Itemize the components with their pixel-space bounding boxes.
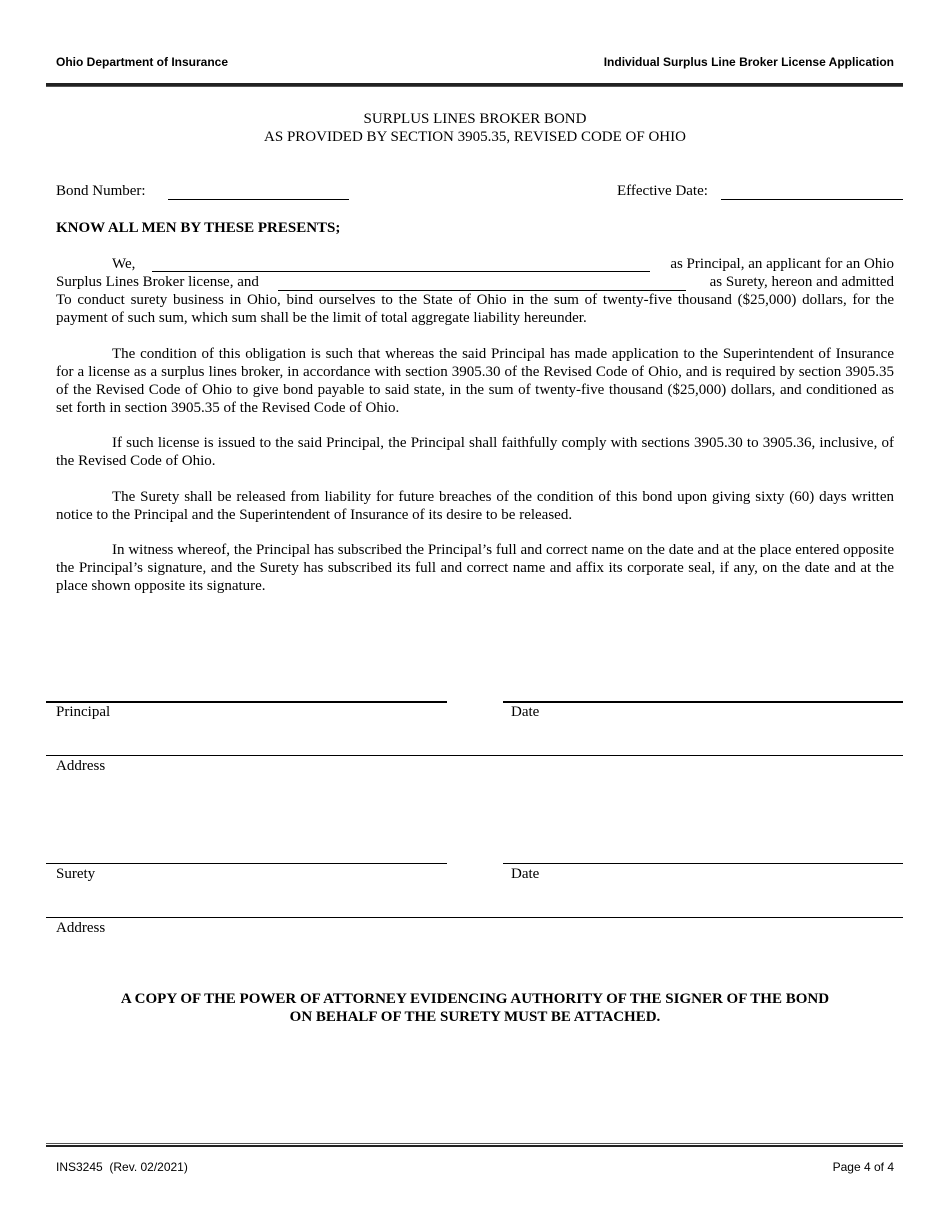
document-subtitle: AS PROVIDED BY SECTION 3905.35, REVISED CODE OF OHIO — [264, 129, 686, 145]
intro-surety-text: as Surety, hereon and admitted — [709, 274, 894, 290]
surety-address-label: Address — [56, 920, 106, 936]
document-title: SURPLUS LINES BROKER BOND — [363, 111, 587, 127]
surety-signature-line[interactable] — [46, 863, 447, 864]
intro-continuation: To conduct surety business in Ohio, bind ourselves to the State of Ohio in the sum of twenty-five thousand ($25,000) dollars, for the payment of such sum, which sum shall be the limit of total aggregate liability hereunder. — [56, 292, 894, 326]
header-agency: Ohio Department of Insurance — [56, 55, 229, 69]
principal-date-line[interactable] — [503, 701, 903, 703]
principal-label: Principal — [56, 704, 111, 720]
power-of-attorney-notice-line2: ON BEHALF OF THE SURETY MUST BE ATTACHED. — [289, 1009, 661, 1025]
paragraph-release: The Surety shall be released from liability for future breaches of the condition of this bond upon giving sixty (60) days written notice to the Principal and the Superintendent of Insurance of its desire to be released. — [56, 489, 894, 523]
principal-name-field[interactable] — [152, 254, 650, 272]
footer-page-number: Page 4 of 4 — [832, 1160, 894, 1174]
footer-divider — [46, 1143, 903, 1147]
surety-name-field[interactable] — [278, 273, 686, 291]
bond-number-label: Bond Number: — [56, 183, 146, 199]
bond-number-field[interactable] — [168, 181, 349, 200]
surety-date-line[interactable] — [503, 863, 903, 864]
principal-date-label: Date — [511, 704, 540, 720]
power-of-attorney-notice-line1: A COPY OF THE POWER OF ATTORNEY EVIDENCING AUTHORITY OF THE SIGNER OF THE BOND — [120, 991, 830, 1007]
principal-address-line[interactable] — [46, 755, 903, 756]
paragraph-license: If such license is issued to the said Principal, the Principal shall faithfully comply with sections 3905.30 to 3905.36, inclusive, of the Revised Code of Ohio. — [56, 435, 894, 469]
paragraph-condition: The condition of this obligation is such that whereas the said Principal has made application to the Superintendent of Insurance for a license as a surplus lines broker, in accordance with section 3905.30 of the Revised Code of Ohio, and is required by section 3905.35 of the Revised Code of Ohio to give bond payable to said state, in the sum of twenty-five thousand ($25,000) dollars, and conditioned as set forth in section 3905.35 of the Revised Code of Ohio. — [56, 346, 894, 416]
know-all-men-heading: KNOW ALL MEN BY THESE PRESENTS; — [56, 220, 341, 236]
principal-address-label: Address — [56, 758, 106, 774]
intro-line2-text: Surplus Lines Broker license, and — [56, 274, 259, 290]
intro-we: We, — [112, 256, 136, 272]
footer-form-id: INS3245 (Rev. 02/2021) — [56, 1160, 188, 1174]
surety-date-label: Date — [511, 866, 540, 882]
effective-date-field[interactable] — [721, 181, 903, 200]
surety-label: Surety — [56, 866, 96, 882]
paragraph-witness: In witness whereof, the Principal has subscribed the Principal’s full and correct name on the date and at the place entered opposite the Principal’s signature, and the Surety has subscribed its full and correct name and affix its corporate seal, if any, on the date and at the place shown opposite its signature. — [56, 542, 894, 594]
header-divider — [46, 83, 903, 87]
effective-date-label: Effective Date: — [617, 183, 708, 199]
surety-address-line[interactable] — [46, 917, 903, 918]
header-form-title: Individual Surplus Line Broker License Application — [603, 55, 894, 69]
intro-principal-text: as Principal, an applicant for an Ohio — [670, 256, 894, 272]
